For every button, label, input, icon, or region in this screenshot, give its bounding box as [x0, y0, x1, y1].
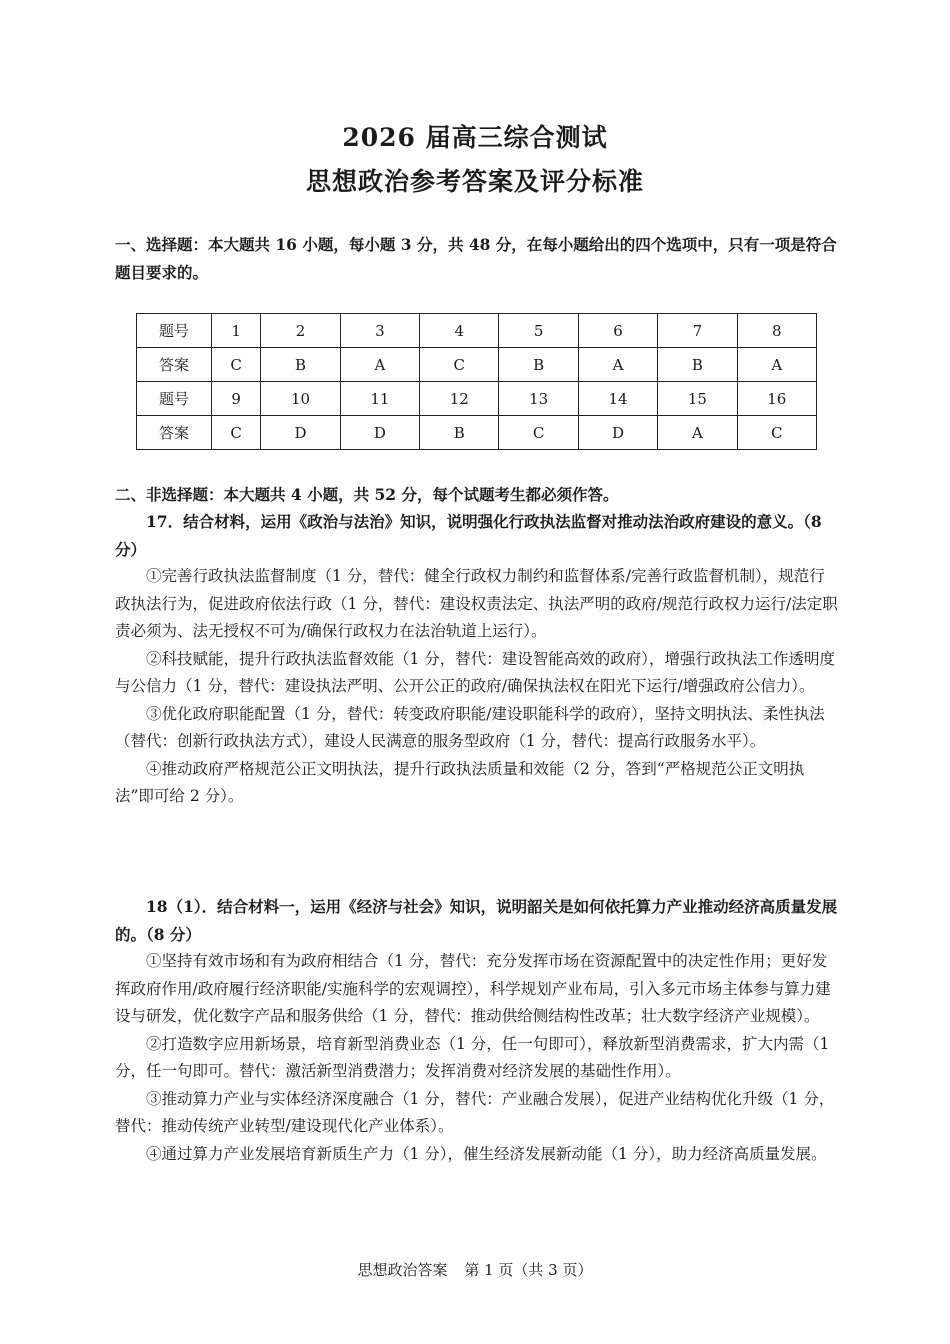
- answer-table-cell: C: [212, 416, 261, 450]
- answer-table-cell: 1: [212, 314, 261, 348]
- q17-point-1: ①完善行政执法监督制度（1 分，替代：健全行政权力制约和监督体系/完善行政监督机制），规范行政执法行为，促进政府依法行政（1 分，替代：建设权责法定、执法严明的政府/规范行政权力运行/法定职责必须为、法无授权不可为/确保行政权力在法治轨道上运行）。: [115, 567, 838, 640]
- question-18-1: [115, 893, 840, 1168]
- answer-table-cell: B: [420, 416, 499, 450]
- answer-table-row-label: 题号: [137, 382, 212, 416]
- answer-table-cell: B: [499, 348, 578, 382]
- answer-table-cell: 6: [578, 314, 657, 348]
- answer-table-cell: 5: [499, 314, 578, 348]
- answer-table-cell: 15: [658, 382, 737, 416]
- answer-table-cell: 11: [340, 382, 419, 416]
- q17-point-3: ③优化政府职能配置（1 分，替代：转变政府职能/建设职能科学的政府），坚持文明执法、柔性执法（替代：创新行政执法方式），建设人民满意的服务型政府（1 分，替代：提高行政服务水平）。: [115, 704, 825, 750]
- answer-table-cell: C: [499, 416, 578, 450]
- answer-table-cell: A: [658, 416, 737, 450]
- answer-table-row: [137, 348, 817, 382]
- exam-title: 2026 届高三综合测试: [342, 123, 608, 152]
- answer-table-cell: 14: [578, 382, 657, 416]
- answer-table-cell: C: [212, 348, 261, 382]
- footer-page-number: 第 1 页（共 3 页）: [464, 1261, 593, 1279]
- answer-table-cell: 3: [340, 314, 419, 348]
- answer-table-cell: 7: [658, 314, 737, 348]
- section2-heading: 二、非选择题：本大题共 4 小题，共 52 分，每个试题考生都必须作答。: [115, 485, 619, 504]
- answer-table-cell: D: [340, 416, 419, 450]
- question-18-1-prompt: 18（1）．结合材料一，运用《经济与社会》知识，说明韶关是如何依托算力产业推动经济高质量发展的。（8 分）: [115, 897, 838, 944]
- answer-table-row-label: 题号: [137, 314, 212, 348]
- q18-point-2: ②打造数字应用新场景，培育新型消费业态（1 分，任一句即可），释放新型消费需求，扩大内需（1 分，任一句即可。替代：激活新型消费潜力；发挥消费对经济发展的基础性作用）。: [115, 1034, 830, 1080]
- answer-table-cell: 12: [420, 382, 499, 416]
- question-17-prompt: 17．结合材料，运用《政治与法治》知识，说明强化行政执法监督对推动法治政府建设的意义。（8 分）: [115, 512, 822, 559]
- answer-table-row-label: 答案: [137, 348, 212, 382]
- q17-point-4: ④推动政府严格规范公正文明执法，提升行政执法质量和效能（2 分，答到“严格规范公正文明执法”即可给 2 分）。: [115, 759, 805, 805]
- answer-table-cell: 2: [261, 314, 340, 348]
- answer-table-cell: C: [420, 348, 499, 382]
- answer-table-cell: A: [737, 348, 816, 382]
- answer-table-cell: D: [261, 416, 340, 450]
- question-17: [115, 508, 840, 811]
- section1-heading: 一、选择题：本大题共 16 小题，每小题 3 分，共 48 分，在每小题给出的四个选项中，只有一项是符合题目要求的。: [115, 235, 837, 282]
- answer-table-cell: B: [658, 348, 737, 382]
- footer-subject: 思想政治答案: [357, 1261, 448, 1279]
- q17-point-2: ②科技赋能，提升行政执法监督效能（1 分，替代：建设智能高效的政府），增强行政执法工作透明度与公信力（1 分，替代：建设执法严明、公开公正的政府/确保执法权在阳光下运行/增强政府公信力）。: [115, 649, 836, 695]
- answer-table-cell: 10: [261, 382, 340, 416]
- answer-table-cell: A: [340, 348, 419, 382]
- answer-table-cell: 4: [420, 314, 499, 348]
- exam-subtitle: 思想政治参考答案及评分标准: [305, 167, 644, 196]
- answer-table-cell: D: [578, 416, 657, 450]
- answer-table-cell: C: [737, 416, 816, 450]
- answer-table-row: [137, 382, 817, 416]
- answer-table-row: [137, 314, 817, 348]
- answer-table-cell: B: [261, 348, 340, 382]
- q18-point-3: ③推动算力产业与实体经济深度融合（1 分，替代：产业融合发展），促进产业结构优化升级（1 分，替代：推动传统产业转型/建设现代化产业体系）。: [115, 1089, 835, 1135]
- answer-table-cell: 13: [499, 382, 578, 416]
- answer-table-cell: A: [578, 348, 657, 382]
- q18-point-1: ①坚持有效市场和有为政府相结合（1 分，替代：充分发挥市场在资源配置中的决定性作用；更好发挥政府作用/政府履行经济职能/实施科学的宏观调控），科学规划产业布局，引入多元市场主体参与算力建设与研发，优化数字产品和服务供给（1 分，替代：推动供给侧结构性改革；壮大数字经济产业规模）。: [115, 952, 831, 1025]
- answer-table-row: [137, 416, 817, 450]
- answer-table-cell: 16: [737, 382, 816, 416]
- answer-table-row-label: 答案: [137, 416, 212, 450]
- answer-table-cell: 8: [737, 314, 816, 348]
- page-footer: [0, 1259, 950, 1280]
- answer-table: [136, 313, 817, 450]
- answer-table-cell: 9: [212, 382, 261, 416]
- q18-point-4: ④通过算力产业发展培育新质生产力（1 分），催生经济发展新动能（1 分），助力经济高质量发展。: [146, 1144, 827, 1163]
